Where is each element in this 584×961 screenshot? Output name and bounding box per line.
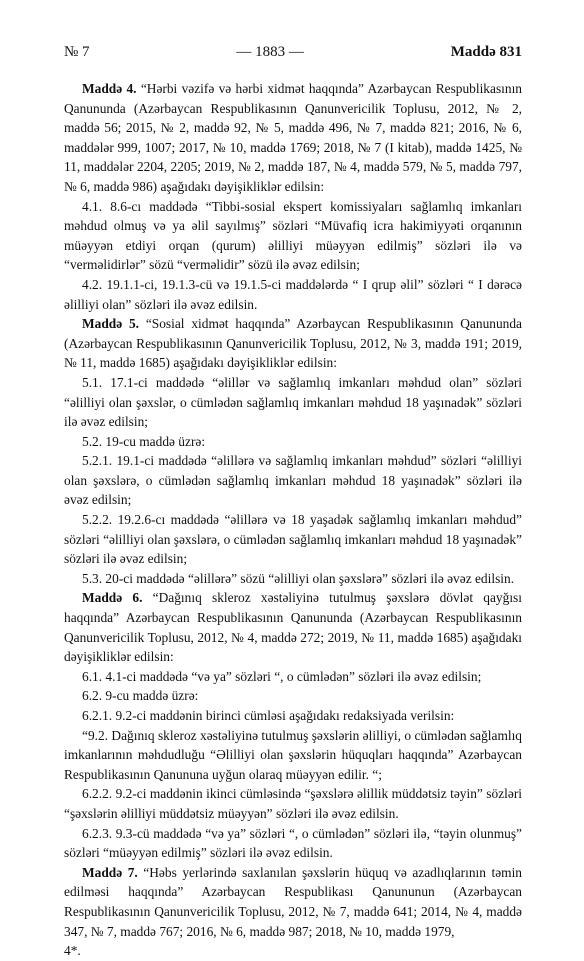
article-number: Maddə 831 bbox=[450, 44, 522, 60]
paragraph bbox=[64, 784, 522, 823]
article-heading: Maddə 6. bbox=[82, 590, 143, 606]
paragraph bbox=[64, 686, 522, 706]
article-heading: Maddə 7. bbox=[82, 864, 138, 880]
paragraph-text: 6.2.3. 9.3-cü maddədə “və ya” sözləri “, o cümlədən” sözləri ilə, “təyin olunmuş” sözləri “müəyyən edilmiş” sözləri ilə əvəz edilsin. bbox=[64, 825, 522, 861]
paragraph bbox=[64, 569, 522, 589]
page-number: — 1883 — bbox=[236, 44, 304, 60]
paragraph-text: “Həbs yerlərində saxlanılan şəxslərin hüquq və azadlıqlarının təmin edilməsi haqqında” Azərbaycan Respublikası Qanununun (Azərbaycan Respublikasının Qanunvericilik Toplusu, 2012, № 7, maddə 641; 2014, № 4, maddə 347, № 7, maddə 767; 2016, № 6, maddə 987; 2018, № 10, maddə 1979, bbox=[64, 864, 522, 939]
issue-number: № 7 bbox=[64, 44, 90, 60]
document-body bbox=[64, 79, 522, 961]
paragraph-text: 5.2. 19-cu maddə üzrə: bbox=[82, 433, 206, 449]
page-header bbox=[64, 44, 522, 68]
paragraph bbox=[64, 706, 522, 726]
continuation-marker: 4*. bbox=[64, 943, 81, 959]
paragraph bbox=[64, 314, 522, 373]
paragraph-text: 4.2. 19.1.1-ci, 19.1.3-cü və 19.1.5-ci maddələrdə “ I qrup əlil” sözləri “ I dərəcə əlilliyi olan” sözləri ilə əvəz edilsin. bbox=[64, 276, 522, 312]
paragraph-text: 5.3. 20-ci maddədə “əlillərə” sözü “əlilliyi olan şəxslərə” sözləri ilə əvəz edilsin. bbox=[82, 570, 515, 586]
paragraph-text: 5.2.2. 19.2.6-cı maddədə “əlillərə və 18 yaşadək sağlamlıq imkanları məhdud” sözləri “əlilliyi olan şəxslərə, o cümlədən sağlamlıq imkanları məhdud 18 yaşınadək” sözləri ilə əvəz edilsin; bbox=[64, 512, 522, 567]
paragraph-text: 5.1. 17.1-ci maddədə “əlillər və sağlamlıq imkanları məhdud olan” sözləri “əlilliyi olan şəxslər, o cümlədən sağlamlıq imkanları məhdud 18 yaşınadək” sözləri ilə əvəz edilsin; bbox=[64, 374, 522, 430]
paragraph bbox=[64, 197, 522, 275]
article-heading: Maddə 5. bbox=[82, 316, 140, 332]
paragraph bbox=[64, 667, 522, 687]
paragraph bbox=[64, 432, 522, 452]
paragraph bbox=[64, 588, 522, 666]
paragraph bbox=[64, 373, 522, 432]
paragraph-text: 6.1. 4.1-ci maddədə “və ya” sözləri “, o cümlədən” sözləri ilə əvəz edilsin; bbox=[82, 668, 482, 684]
paragraph-text: 5.2.1. 19.1-ci maddədə “əlillərə və sağlamlıq imkanları məhdud” sözləri “əlilliyi olan şəxslərə, o cümlədən sağlamlıq imkanları məhdud 18 yaşınadək” sözləri ilə əvəz edilsin; bbox=[64, 453, 522, 508]
paragraph bbox=[64, 79, 522, 197]
paragraph bbox=[64, 726, 522, 785]
paragraph bbox=[64, 510, 522, 569]
paragraph bbox=[64, 863, 522, 941]
paragraph-text: 6.2.1. 9.2-ci maddənin birinci cümləsi aşağıdakı redaksiyada verilsin: bbox=[82, 708, 455, 723]
paragraph bbox=[64, 451, 522, 510]
paragraph-text: “Dağınıq skleroz xəstəliyinə tutulmuş şəxslərə dövlət qayğısı haqqında” Azərbaycan Respublikasının Qanununda (Azərbaycan Respublikasının Qanunvericilik Toplusu, 2012, № 4, maddə 272; 2019, № 11, maddə 1685) aşağıdakı dəyişikliklər edilsin: bbox=[64, 590, 522, 665]
article-heading: Maddə 4. bbox=[82, 81, 137, 96]
paragraph-text: 6.2.2. 9.2-ci maddənin ikinci cümləsində “şəxslərə əlillik müddətsiz təyin” sözləri “şəxslərin əlilliyi müddətsiz müəyyən” sözləri ilə əvəz edilsin. bbox=[64, 786, 522, 821]
paragraph-text: 4.1. 8.6-cı maddədə “Tibbi-sosial ekspert komissiyaları sağlamlıq imkanları məhdud olmuş və ya əlil sayılmış” sözləri “Müvafiq icra hakimiyyəti orqanının müəyyən etdiyi orqan (qurum) əlilliyi müəyyən edilmiş” sözləri ilə və “verməlidirlər” sözü “verməlidir” sözü ilə əvəz edilsin; bbox=[64, 198, 522, 273]
paragraph bbox=[64, 824, 522, 863]
paragraph-text: “Hərbi vəzifə və hərbi xidmət haqqında” Azərbaycan Respublikasının Qanununda (Azərbaycan Respublikasının Qanunvericilik Toplusu, 2012, № 2, maddə 56; 2015, № 2, maddə 92, № 5, maddə 496, № 7, maddə 821; 2016, № 6, maddələr 999, 1007; 2017, № 10, maddə 1769; 2018, № 7 (I kitab), maddə 1425, № 11, maddələr 2204, 2205; 2019, № 2, maddə 187, № 4, maddə 579, № 5, maddə 797, № 6, maddə 986) aşağıdakı dəyişikliklər edilsin: bbox=[64, 81, 522, 194]
paragraph-text: “Sosial xidmət haqqında” Azərbaycan Respublikasının Qanununda (Azərbaycan Respublikasının Qanunvericilik Toplusu, 2012, № 3, maddə 191; 2019, № 11, maddə 1685) aşağıdakı dəyişikliklər edilsin: bbox=[64, 316, 522, 371]
paragraph-text: 6.2. 9-cu maddə üzrə: bbox=[82, 688, 199, 704]
paragraph-text: “9.2. Dağınıq skleroz xəstəliyinə tutulmuş şəxslərin əlilliyi, o cümlədən sağlamlıq imkanlarının məhdudluğu “Əlilliyi olan şəxslərin hüquqları haqqında” Azərbaycan Respublikasının Qanununa uyğun olaraq müəyyən edilir. “; bbox=[64, 727, 522, 782]
paragraph bbox=[64, 275, 522, 314]
